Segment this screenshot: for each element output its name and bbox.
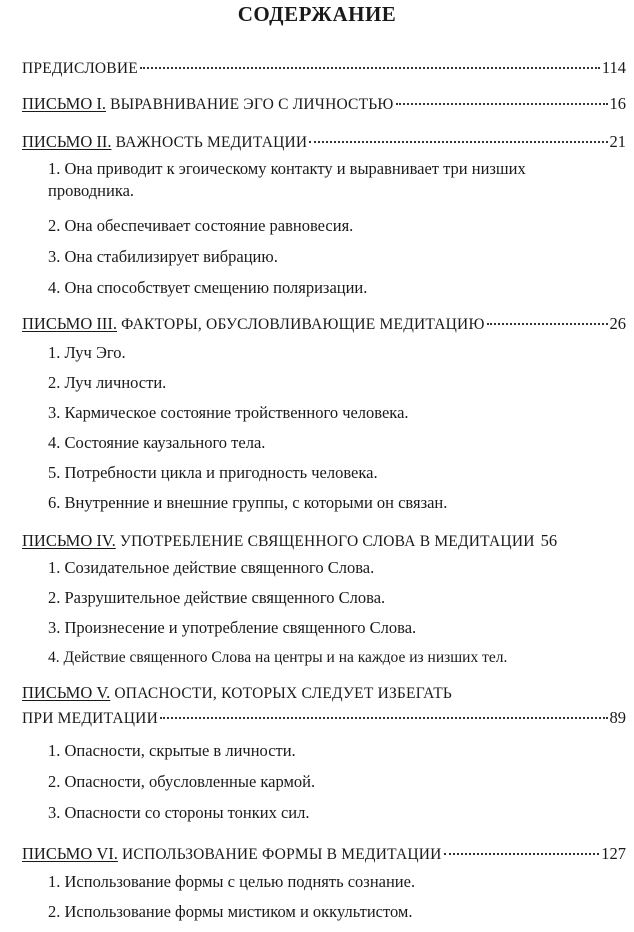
dot-leader bbox=[444, 853, 600, 855]
toc-page-number: 26 bbox=[609, 314, 626, 333]
toc-entry-continuation: ПРИ МЕДИТАЦИИ bbox=[22, 710, 158, 727]
toc-page-number: 56 bbox=[540, 531, 558, 550]
toc-entry-text: ВАЖНОСТЬ МЕДИТАЦИИ bbox=[115, 134, 308, 151]
toc-entry-letter-4 bbox=[22, 530, 626, 553]
toc-subitem: 1. Созидательное действие священного Слова. bbox=[48, 558, 375, 577]
page-title: СОДЕРЖАНИЕ bbox=[237, 2, 397, 26]
toc-page-number: 16 bbox=[609, 94, 626, 113]
toc-subitem: 1. Использование формы с целью поднять сознание. bbox=[48, 872, 416, 891]
toc-entry-text: ПРЕДИСЛОВИЕ bbox=[22, 60, 138, 77]
toc-subitem: 4. Состояние каузального тела. bbox=[48, 433, 266, 452]
toc-entry-letter-2 bbox=[22, 131, 626, 154]
toc-subitem: 3. Опасности со стороны тонких сил. bbox=[48, 803, 310, 822]
toc-subitem: 1. Она приводит к эгоическому контакту и выравнивает три низших проводника. bbox=[48, 159, 526, 200]
dot-leader bbox=[309, 141, 607, 143]
toc-subitem: 4. Она способствует смещению поляризации. bbox=[48, 278, 368, 297]
toc-entry-text: ОПАСНОСТИ, КОТОРЫХ СЛЕДУЕТ ИЗБЕГАТЬ bbox=[114, 685, 452, 702]
toc-entry-letter-6 bbox=[22, 843, 626, 866]
toc-subitem: 4. Действие священного Слова на центры и на каждое из низших тел. bbox=[48, 649, 508, 666]
toc-subitem: 2. Опасности, обусловленные кармой. bbox=[48, 772, 316, 791]
toc-entry-letter-3 bbox=[22, 313, 626, 336]
toc-page-number: 89 bbox=[609, 708, 626, 727]
toc-subitem: 1. Луч Эго. bbox=[48, 343, 126, 362]
dot-leader bbox=[487, 323, 608, 325]
toc-entry-text: ВЫРАВНИВАНИЕ ЭГО С ЛИЧНОСТЬЮ bbox=[110, 96, 394, 113]
toc-subitem: 3. Произнесение и употребление священного Слова. bbox=[48, 618, 417, 637]
toc-entry-text: ИСПОЛЬЗОВАНИЕ ФОРМЫ В МЕДИТАЦИИ bbox=[122, 846, 442, 863]
toc-subitem: 2. Луч личности. bbox=[48, 373, 167, 392]
toc-entry-heading: ПИСЬМО II. bbox=[22, 132, 112, 151]
toc-entry-preface bbox=[22, 57, 626, 80]
toc-entry-heading: ПИСЬМО IV. bbox=[22, 531, 116, 550]
dot-leader bbox=[396, 103, 608, 105]
toc-entry-text: ФАКТОРЫ, ОБУСЛОВЛИВАЮЩИЕ МЕДИТАЦИЮ bbox=[121, 316, 485, 333]
toc-subitem: 2. Разрушительное действие священного Слова. bbox=[48, 588, 386, 607]
toc-entry-letter-5-continued bbox=[22, 707, 626, 730]
toc-subitem: 2. Она обеспечивает состояние равновесия. bbox=[48, 216, 354, 235]
toc-entry-letter-5 bbox=[22, 682, 626, 705]
toc-subitem: 3. Кармическое состояние тройственного человека. bbox=[48, 403, 409, 422]
toc-entry-heading: ПИСЬМО VI. bbox=[22, 844, 118, 863]
dot-leader bbox=[160, 717, 608, 719]
dot-leader bbox=[140, 67, 600, 69]
toc-entry-letter-1 bbox=[22, 93, 626, 116]
toc-page-number: 21 bbox=[609, 132, 626, 151]
toc-subitem: 3. Она стабилизирует вибрацию. bbox=[48, 247, 278, 266]
toc-subitem: 2. Использование формы мистиком и оккультистом. bbox=[48, 902, 413, 921]
toc-subitem: 6. Внутренние и внешние группы, с которыми он связан. bbox=[48, 493, 448, 512]
toc-entry-heading: ПИСЬМО III. bbox=[22, 314, 117, 333]
toc-subitem: 1. Опасности, скрытые в личности. bbox=[48, 741, 296, 760]
toc-entry-text: УПОТРЕБЛЕНИЕ СВЯЩЕННОГО СЛОВА В МЕДИТАЦИИ bbox=[119, 533, 535, 550]
toc-page-number: 127 bbox=[601, 844, 626, 863]
toc-subitem: 5. Потребности цикла и пригодность человека. bbox=[48, 463, 378, 482]
toc-entry-heading: ПИСЬМО V. bbox=[22, 683, 111, 702]
toc-page-number: 114 bbox=[601, 58, 626, 77]
toc-entry-heading: ПИСЬМО I. bbox=[22, 94, 106, 113]
